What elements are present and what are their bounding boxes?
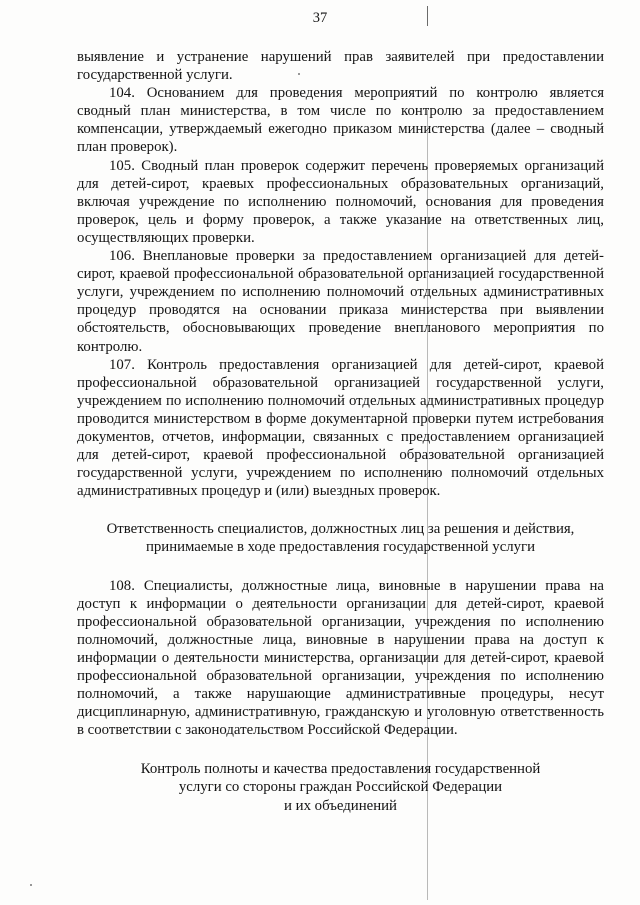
paragraph-continuation: выявление и устранение нарушений прав заявителей при предоставлении государственной услуги.: [77, 49, 604, 84]
section-heading-citizen-control: [77, 760, 604, 814]
page-number: 37: [312, 10, 328, 26]
paragraph-106: 106. Внеплановые проверки за предоставлением организацией для детей-сирот, краевой профессиональной образовательной организацией государственной услуги, учреждением по исполнению полномочий отдельных административных процедур проводятся на основании приказа министерства при выявлении обстоятельств, обосновывающих проведение внепланового мероприятия по контролю.: [77, 248, 604, 355]
paragraph-107: 107. Контроль предоставления организацией для детей-сирот, краевой профессиональной образовательной организацией государственной услуги, учреждением по исполнению полномочий отдельных административных процедур проводится министерством в форме документарной проверки путем истребования документов, отчетов, информации, связанных с предоставлением организацией для детей-сирот, краевой профессиональной образовательной организацией государственной услуги, учреждением по исполнению полномочий отдельных административных процедур и (или) выездных проверок.: [77, 356, 604, 500]
heading-line: Контроль полноты и качества предоставления государственной: [140, 761, 541, 778]
heading-line: и их объединений: [284, 797, 397, 814]
paragraph-104: 104. Основанием для проведения мероприятий по контролю является сводный план министерства, в том числе по контролю за предоставлением компенсации, утверждаемый ежегодно приказом министерства (далее – сводный план проверок).: [77, 85, 604, 156]
scan-speck: [30, 884, 32, 886]
heading-line: Ответственность специалистов, должностных лиц за решения и действия,: [106, 521, 575, 538]
paragraph-108: 108. Специалисты, должностные лица, виновные в нарушении права на доступ к информации о деятельности организации для детей-сирот, краевой профессиональной образовательной организации, учреждения по исполнению полномочий, должностные лица, виновные в нарушении права на доступ к информации о деятельности министерства, организации для детей-сирот, краевой профессиональной образовательной организации, учреждения по исполнению полномочий, а также нарушающие административные процедуры, несут дисциплинарную, административную, гражданскую и уголовную ответственность в соответствии с законодательством Российской Федерации.: [77, 577, 604, 739]
section-heading-responsibility: [77, 520, 604, 556]
scan-fold-line: [427, 6, 428, 26]
heading-line: принимаемые в ходе предоставления государственной услуги: [145, 539, 536, 556]
heading-line: услуги со стороны граждан Российской Федерации: [178, 779, 503, 796]
paragraph-105: 105. Сводный план проверок содержит перечень проверяемых организаций для детей-сирот, краевых профессиональных образовательных организаций, включая учреждение по исполнению полномочий, основания для проведения проверок, цель и форму проверок, а также указание на ответственных лиц, осуществляющих проверки.: [77, 157, 604, 246]
document-body: [77, 48, 604, 815]
